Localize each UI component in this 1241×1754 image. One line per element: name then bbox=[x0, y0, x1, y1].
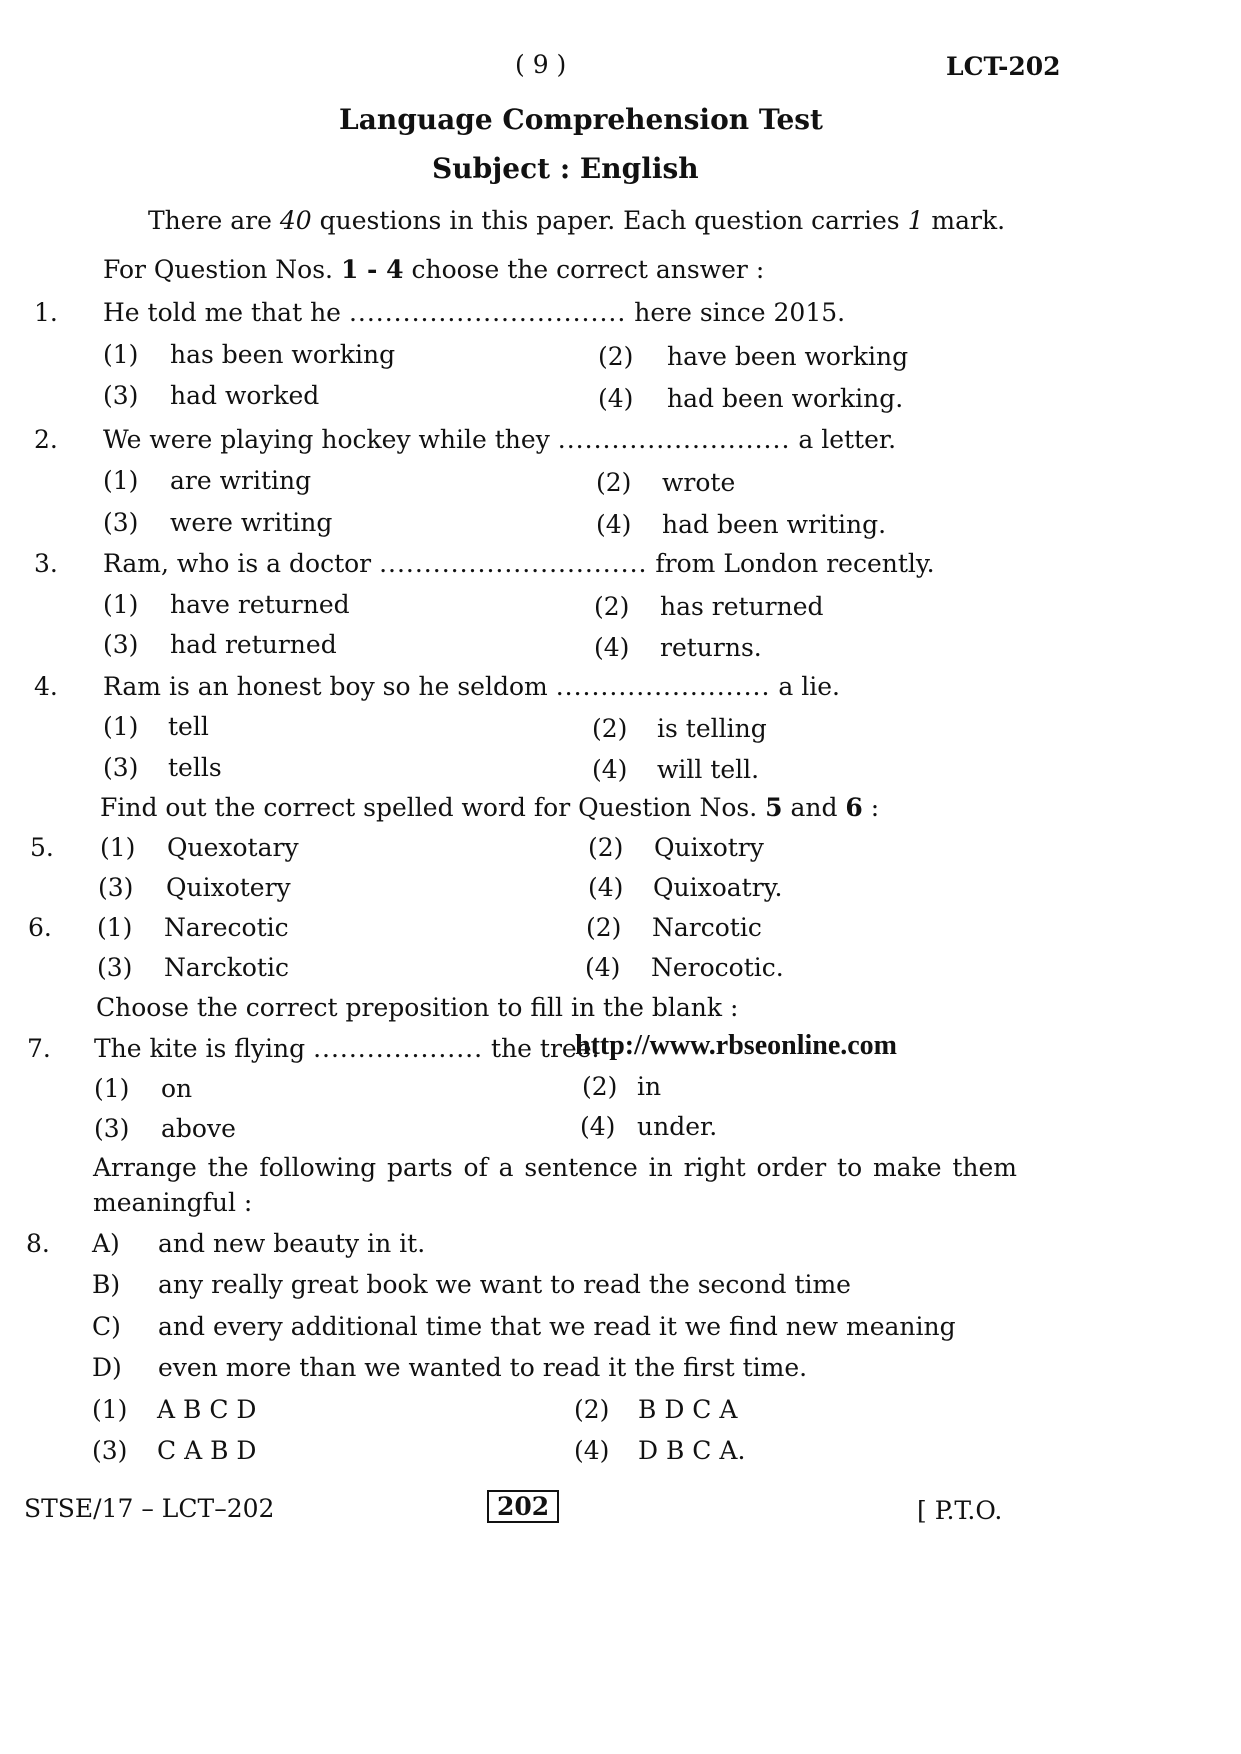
option-label: (4) bbox=[596, 510, 632, 539]
option-label: (2) bbox=[594, 592, 630, 621]
option-text: Quixoatry. bbox=[653, 873, 783, 902]
option-text: Quixotry bbox=[654, 833, 764, 862]
option-text: will tell. bbox=[657, 755, 760, 784]
option-label: (3) bbox=[98, 873, 134, 902]
option-text: had returned bbox=[170, 630, 337, 659]
option-label: (4) bbox=[580, 1112, 616, 1141]
question-text: Ram, who is a doctor .............................. from London recently. bbox=[103, 549, 935, 578]
option-label: (4) bbox=[598, 384, 634, 413]
option-text: is telling bbox=[657, 714, 767, 743]
question-text: We were playing hockey while they .......................... a letter. bbox=[103, 425, 897, 454]
part-text: any really great book we want to read the second time bbox=[158, 1270, 851, 1299]
option-label: (3) bbox=[92, 1436, 128, 1465]
watermark-url: http://www.rbseonline.com bbox=[575, 1030, 897, 1061]
option-text: in bbox=[637, 1072, 662, 1101]
question-number: 3. bbox=[34, 549, 58, 578]
option-text: D B C A. bbox=[638, 1436, 746, 1465]
option-text: A B C D bbox=[157, 1395, 257, 1424]
question-number: 6. bbox=[28, 913, 52, 942]
option-text: on bbox=[161, 1074, 193, 1103]
option-label: (2) bbox=[588, 833, 624, 862]
option-label: (2) bbox=[592, 714, 628, 743]
option-text: above bbox=[161, 1114, 236, 1143]
paper-code: LCT-202 bbox=[946, 52, 1061, 81]
option-text: had been working. bbox=[667, 384, 904, 413]
option-label: (1) bbox=[100, 833, 136, 862]
question-number: 2. bbox=[34, 425, 58, 454]
option-text: Quexotary bbox=[167, 833, 299, 862]
option-label: (1) bbox=[94, 1074, 130, 1103]
option-text: had been writing. bbox=[662, 510, 887, 539]
option-text: Narecotic bbox=[164, 913, 289, 942]
question-text: The kite is flying ................... the tree. bbox=[94, 1034, 600, 1063]
footer-code: STSE/17 – LCT–202 bbox=[24, 1494, 275, 1523]
page-number: ( 9 ) bbox=[515, 50, 567, 79]
footer-pto: [ P.T.O. bbox=[917, 1496, 1003, 1525]
option-label: (1) bbox=[103, 712, 139, 741]
option-text: returns. bbox=[660, 633, 762, 662]
part-label: A) bbox=[92, 1229, 120, 1258]
test-title: Language Comprehension Test bbox=[339, 103, 823, 136]
question-number: 7. bbox=[27, 1034, 51, 1063]
option-label: (4) bbox=[585, 953, 621, 982]
subject-title: Subject : English bbox=[432, 152, 699, 185]
option-label: (1) bbox=[103, 466, 139, 495]
option-text: tell bbox=[168, 712, 209, 741]
footer-page-box: 202 bbox=[487, 1490, 559, 1523]
option-label: (4) bbox=[594, 633, 630, 662]
option-text: Quixotery bbox=[166, 873, 291, 902]
option-label: (3) bbox=[103, 630, 139, 659]
section-instruction: Find out the correct spelled word for Question Nos. 5 and 6 : bbox=[100, 793, 880, 822]
option-label: (2) bbox=[586, 913, 622, 942]
option-label: (3) bbox=[103, 753, 139, 782]
question-number: 5. bbox=[30, 833, 54, 862]
option-label: (2) bbox=[598, 342, 634, 371]
option-text: Nerocotic. bbox=[651, 953, 784, 982]
option-label: (3) bbox=[103, 381, 139, 410]
part-text: and new beauty in it. bbox=[158, 1229, 426, 1258]
option-label: (4) bbox=[574, 1436, 610, 1465]
part-text: even more than we wanted to read it the first time. bbox=[158, 1353, 808, 1382]
option-text: had worked bbox=[170, 381, 320, 410]
option-text: have been working bbox=[667, 342, 909, 371]
option-label: (3) bbox=[97, 953, 133, 982]
question-number: 8. bbox=[26, 1229, 50, 1258]
option-text: has returned bbox=[660, 592, 824, 621]
option-label: (2) bbox=[596, 468, 632, 497]
part-label: C) bbox=[92, 1312, 121, 1341]
part-text: and every additional time that we read it we find new meaning bbox=[158, 1312, 956, 1341]
question-number: 4. bbox=[34, 672, 58, 701]
option-text: B D C A bbox=[638, 1395, 738, 1424]
option-text: Narcotic bbox=[652, 913, 762, 942]
option-label: (1) bbox=[92, 1395, 128, 1424]
option-text: are writing bbox=[170, 466, 312, 495]
intro-text: There are 40 questions in this paper. Each question carries 1 mark. bbox=[148, 206, 1006, 235]
option-label: (1) bbox=[97, 913, 133, 942]
question-number: 1. bbox=[34, 298, 58, 327]
option-label: (2) bbox=[582, 1072, 618, 1101]
option-text: has been working bbox=[170, 340, 396, 369]
section-instruction-line: Arrange the following parts of a sentence in right order to make them bbox=[93, 1153, 1017, 1182]
section-instruction: For Question Nos. 1 - 4 choose the correct answer : bbox=[103, 255, 765, 284]
option-text: wrote bbox=[662, 468, 736, 497]
option-text: C A B D bbox=[157, 1436, 257, 1465]
option-text: have returned bbox=[170, 590, 350, 619]
section-instruction: Choose the correct preposition to fill in the blank : bbox=[96, 993, 739, 1022]
option-label: (3) bbox=[103, 508, 139, 537]
option-text: under. bbox=[637, 1112, 718, 1141]
section-instruction bbox=[93, 1153, 1017, 1182]
option-label: (4) bbox=[592, 755, 628, 784]
part-label: D) bbox=[92, 1353, 122, 1382]
option-text: tells bbox=[168, 753, 222, 782]
option-label: (4) bbox=[588, 873, 624, 902]
question-text: He told me that he ............................... here since 2015. bbox=[103, 298, 846, 327]
option-label: (3) bbox=[94, 1114, 130, 1143]
section-instruction-cont: meaningful : bbox=[93, 1188, 253, 1217]
part-label: B) bbox=[92, 1270, 121, 1299]
question-text: Ram is an honest boy so he seldom ........................ a lie. bbox=[103, 672, 840, 701]
option-label: (2) bbox=[574, 1395, 610, 1424]
option-label: (1) bbox=[103, 590, 139, 619]
option-text: were writing bbox=[170, 508, 333, 537]
option-label: (1) bbox=[103, 340, 139, 369]
option-text: Narckotic bbox=[164, 953, 289, 982]
